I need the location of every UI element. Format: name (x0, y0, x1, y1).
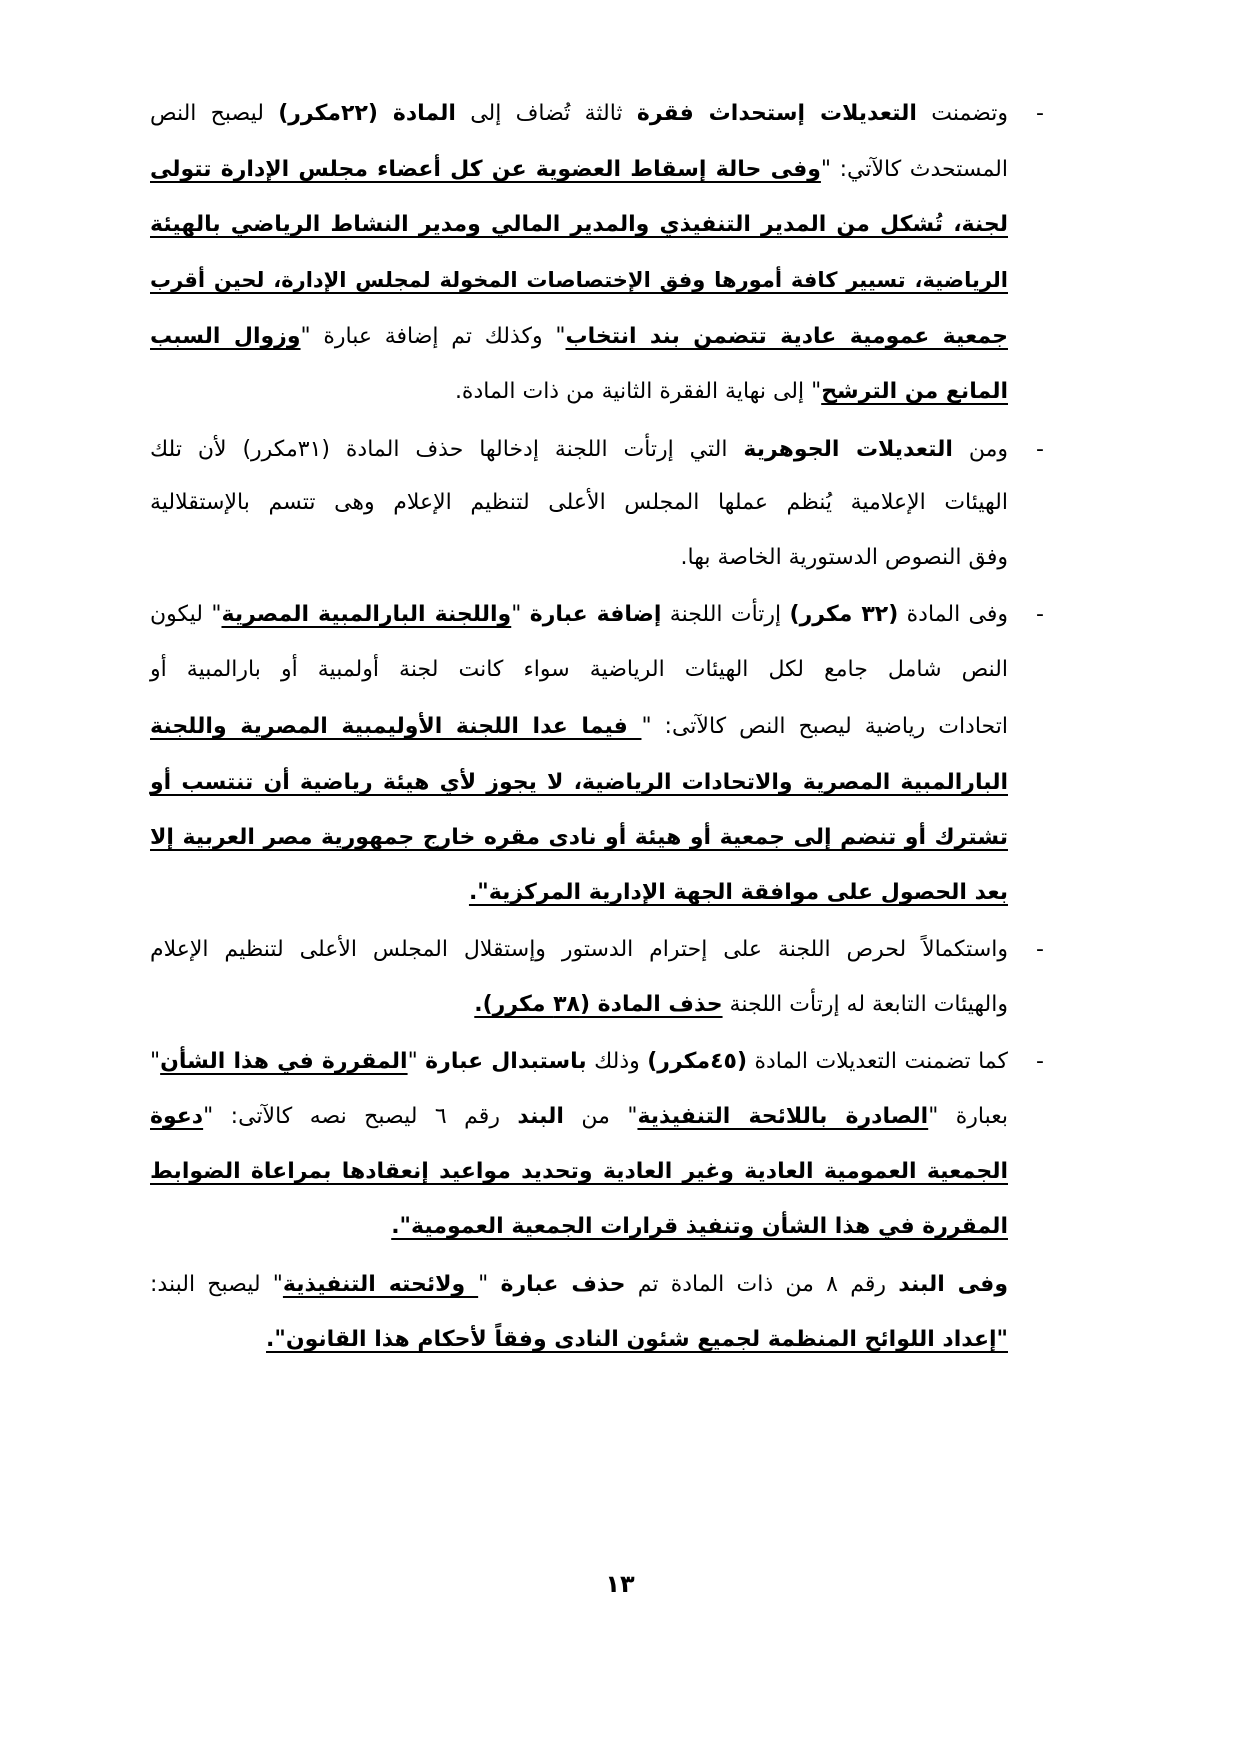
text-line (150, 593, 1008, 637)
bullet-dash: - (1036, 602, 1044, 627)
underlined-quote: بعد الحصول على موافقة الجهة الإدارية المركزية". (468, 880, 1008, 905)
underlined-quote: المقررة في هذا الشأن (160, 1049, 408, 1074)
underlined-quote: فيما عدا اللجنة الأوليمبية المصرية واللجنة (150, 714, 642, 739)
text-run: وفى المادة (898, 602, 1009, 627)
underlined-quote: المانع من الترشح (821, 379, 1008, 404)
text-run: التي إرتأت اللجنة إدخالها حذف المادة (٣١مكرر) لأن تلك (150, 437, 744, 462)
text-run: وذلك (586, 1049, 648, 1074)
text-line (150, 1263, 1008, 1307)
page-number: ١٣ (605, 1570, 635, 1598)
bullet-dash: - (1036, 937, 1044, 962)
text-line (150, 816, 1008, 860)
text-line (150, 983, 1008, 1027)
underlined-quote: الرياضية، تسيير كافة أمورها وفق الإختصاصات المخولة لمجلس الإدارة، لحين أقرب (150, 268, 1008, 292)
text-run: بعبارة " (928, 1104, 1008, 1129)
text-run: اتحادات رياضية ليصبح النص كالآتى: " (641, 714, 1008, 739)
text-line (150, 705, 1008, 749)
underlined-quote: ولائحته التنفيذية (282, 1272, 479, 1297)
text-line (150, 1095, 1008, 1139)
bold-text: البند (517, 1104, 564, 1129)
text-line (150, 648, 1008, 692)
bullet-dash: - (1036, 101, 1044, 126)
text-run: النص شامل جامع لكل الهيئات الرياضية سواء كانت لجنة أولمبية أو بارالمبية أو (150, 657, 1008, 682)
underlined-quote: تشترك أو تنضم إلى جمعية أو هيئة أو نادى مقره خارج جمهورية مصر العربية إلا (150, 825, 1008, 850)
text-run: " ليصبح البند: (150, 1272, 283, 1297)
text-line (150, 428, 1008, 472)
underlined-quote: وفى حالة إسقاط العضوية عن كل أعضاء مجلس الإدارة تتولى (150, 157, 821, 182)
text-line (150, 536, 1008, 580)
text-line (150, 928, 1008, 972)
text-line (150, 1150, 1008, 1194)
text-run: " (511, 602, 530, 627)
underlined-quote: واللجنة البارالمبية المصرية (221, 602, 512, 627)
text-line (150, 92, 1008, 136)
underlined-quote: دعوة (150, 1104, 204, 1129)
text-line (150, 203, 1008, 247)
text-run: " إلى نهاية الفقرة الثانية من ذات المادة. (454, 379, 822, 404)
bold-text: (٤٥مكرر) (647, 1049, 747, 1074)
text-run: واستكمالاً لحرص اللجنة على إحترام الدستور وإستقلال المجلس الأعلى لتنظيم الإعلام (150, 937, 1008, 962)
text-line (150, 1205, 1008, 1249)
underlined-quote: حذف المادة (٣٨ مكرر). (474, 992, 723, 1017)
underlined-quote: الصادرة باللائحة التنفيذية (637, 1104, 929, 1129)
text-run: والهيئات التابعة له إرتأت اللجنة (722, 992, 1008, 1017)
text-run: ثالثة تُضاف إلى (455, 101, 637, 126)
text-line (150, 1040, 1008, 1084)
bold-text: حذف عبارة (500, 1272, 626, 1297)
bold-text: التعديلات الجوهرية (743, 437, 953, 462)
underlined-quote: جمعية عمومية عادية تتضمن بند انتخاب (565, 324, 1008, 349)
text-run: إرتأت اللجنة (661, 602, 790, 627)
text-line (150, 370, 1008, 414)
underlined-quote: وزوال السبب (150, 324, 301, 349)
underlined-quote: المقررة في هذا الشأن وتنفيذ قرارات الجمعية العمومية". (391, 1214, 1008, 1239)
text-run: المستحدث كالآتي: " (820, 157, 1008, 182)
text-line (150, 481, 1008, 525)
bullet-dash: - (1036, 1049, 1044, 1074)
text-run: " (407, 1049, 426, 1074)
text-run: وفق النصوص الدستورية الخاصة بها. (680, 545, 1008, 570)
text-line (150, 148, 1008, 192)
text-line (150, 258, 1008, 302)
bold-text: وفى البند (898, 1272, 1009, 1297)
text-run: " (478, 1272, 501, 1297)
text-run: رقم ٦ ليصبح نصه كالآتى: " (203, 1104, 518, 1129)
text-line (150, 315, 1008, 359)
bold-text: إضافة عبارة (529, 602, 662, 627)
text-line (150, 1318, 1008, 1362)
underlined-quote: البارالمبية المصرية والاتحادات الرياضية، لا يجوز لأي هيئة رياضية أن تنتسب أو (150, 770, 1008, 795)
text-run: كما تضمنت التعديلات المادة (747, 1049, 1008, 1074)
text-run: رقم ٨ من ذات المادة تم (625, 1272, 899, 1297)
underlined-quote: "إعداد اللوائح المنظمة لجميع شئون النادى وفقاً لأحكام هذا القانون". (266, 1327, 1008, 1352)
text-run: " (150, 1049, 161, 1074)
text-run: ليصبح النص (150, 101, 279, 126)
bullet-dash: - (1036, 437, 1044, 462)
bold-text: التعديلات إستحداث فقرة (636, 101, 917, 126)
bold-text: (٣٢ مكرر) (789, 602, 899, 627)
text-run: " من (563, 1104, 638, 1129)
text-run: ومن (952, 437, 1008, 462)
text-run: وتضمنت (916, 101, 1008, 126)
underlined-quote: الجمعية العمومية العادية وغير العادية وتحديد مواعيد إنعقادها بمراعاة الضوابط (150, 1159, 1008, 1184)
text-run: " ليكون (150, 602, 222, 627)
text-line (150, 761, 1008, 805)
text-run: " وكذلك تم إضافة عبارة " (300, 324, 566, 349)
bold-text: المادة (٢٢مكرر) (278, 101, 456, 126)
underlined-quote: لجنة، تُشكل من المدير التنفيذي والمدير المالي ومدير النشاط الرياضي بالهيئة (150, 212, 1008, 237)
bold-text: باستبدال عبارة (425, 1049, 587, 1074)
text-line (150, 871, 1008, 915)
text-run: الهيئات الإعلامية يُنظم عملها المجلس الأعلى لتنظيم الإعلام وهى تتسم بالإستقلالية (150, 490, 1008, 515)
